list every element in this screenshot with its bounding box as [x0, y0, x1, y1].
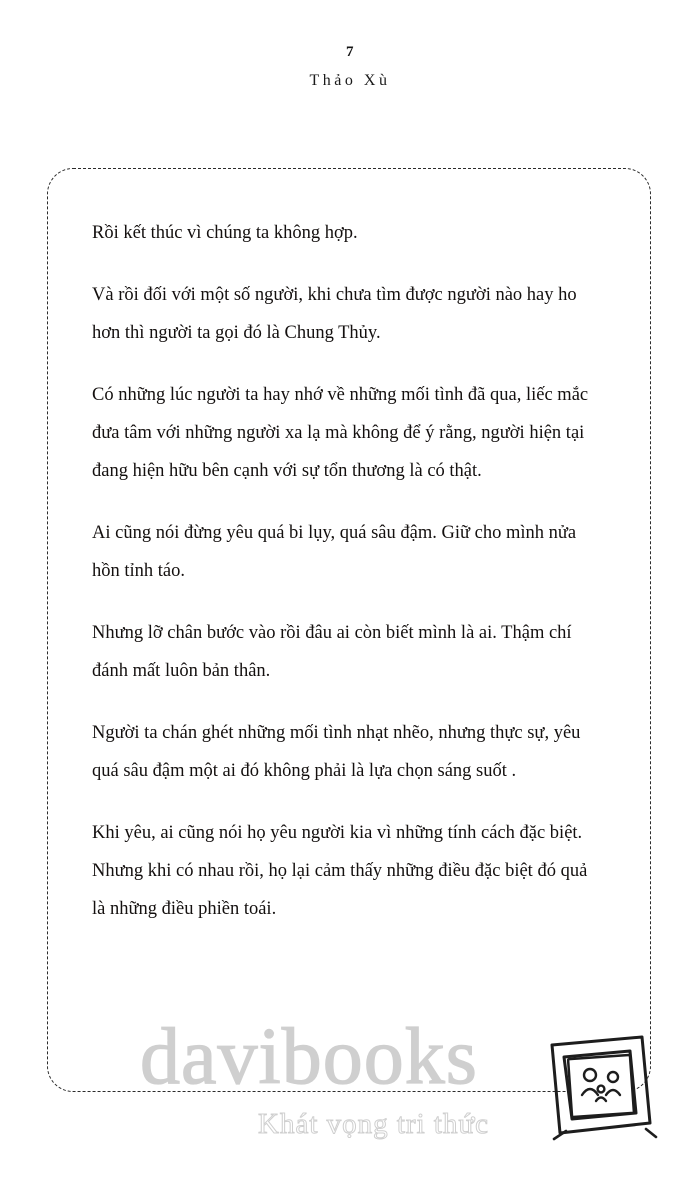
watermark-tagline: Khát vọng tri thức — [258, 1108, 490, 1140]
paragraph: Có những lúc người ta hay nhớ về những mối tình đã qua, liếc mắc đưa tâm với những người xa lạ mà không để ý rằng, người hiện tại đang hiện hữu bên cạnh với sự tổn thương là có thật. — [92, 385, 589, 481]
paragraph: Khi yêu, ai cũng nói họ yêu người kia vì những tính cách đặc biệt. Nhưng khi có nhau rồi, họ lại cảm thấy những điều đặc biệt đó quả là những điều phiền toái. — [92, 823, 588, 919]
paragraph: Nhưng lỡ chân bước vào rồi đâu ai còn biết mình là ai. Thậm chí đánh mất luôn bản thân. — [92, 623, 572, 681]
watermark-brand: davibooks — [140, 1013, 478, 1101]
paragraph: Và rồi đối với một số người, khi chưa tìm được người nào hay ho hơn thì người ta gọi đó là Chung Thủy. — [92, 285, 577, 343]
author-name: Thảo Xù — [309, 72, 391, 89]
paragraph: Người ta chán ghét những mối tình nhạt nhẽo, nhưng thực sự, yêu quá sâu đậm một ai đó không phải là lựa chọn sáng suốt . — [92, 723, 581, 781]
page-number: 7 — [346, 44, 354, 60]
picture-frame-family-icon — [530, 1019, 670, 1159]
paragraph: Ai cũng nói đừng yêu quá bi lụy, quá sâu đậm. Giữ cho mình nửa hồn tỉnh táo. — [92, 523, 577, 581]
paragraph: Rồi kết thúc vì chúng ta không hợp. — [92, 223, 358, 243]
body-text — [92, 214, 604, 928]
